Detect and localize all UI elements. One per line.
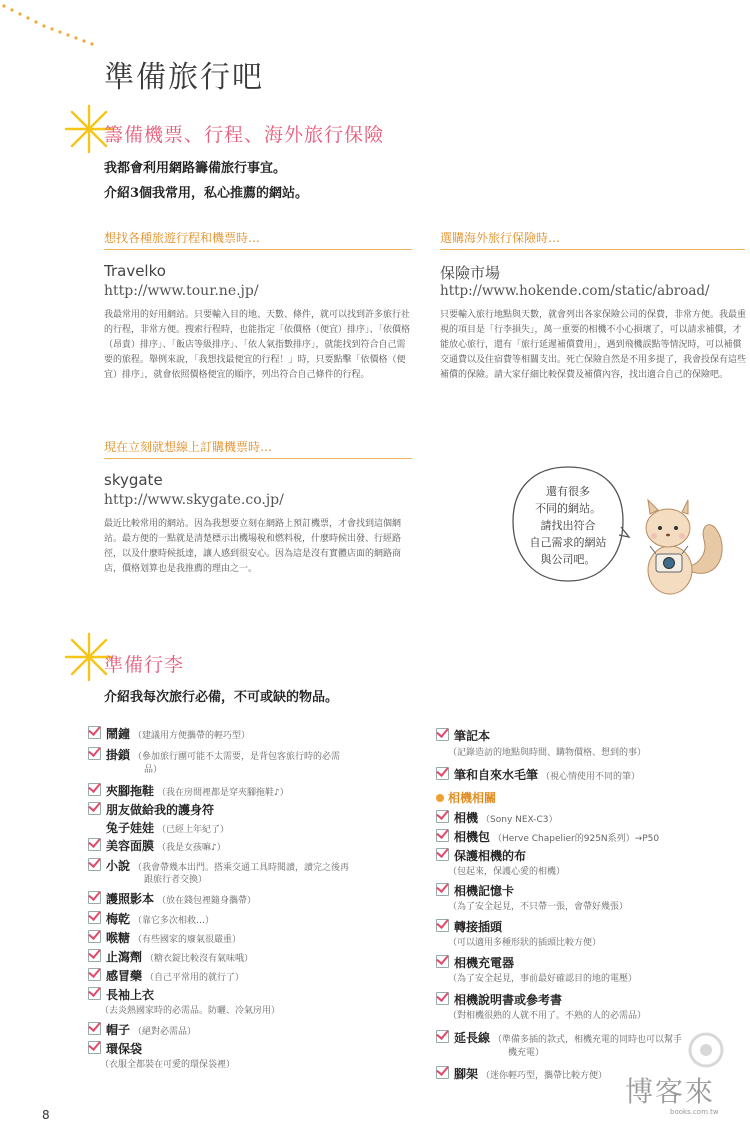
checkbox-icon xyxy=(436,883,449,896)
packing-item: 筆記本 xyxy=(436,727,493,744)
packing-item-note-cont: （為了安全起見，事前最好確認目的地的電壓） xyxy=(448,974,638,984)
site-desc-skygate: 最近比較常用的網站。因為我想要立刻在網路上預訂機票，才會找到這個網站。最方便的一點就是清楚標示出機場稅和燃料稅，什麼時候出發、行經路徑，以及什麼時候抵達，讓人感到很安心。因為這是沒有實體店面的網路商店，價格划算也是我推薦的理由之一。 xyxy=(104,519,402,574)
packing-item: 帽子 （絕對必需品） xyxy=(88,1021,196,1038)
packing-item: 小說 （我會帶幾本出門。搭乘交通工具時閱讀，讀完之後再 xyxy=(88,857,349,874)
checkbox-icon xyxy=(88,891,101,904)
packing-item-note-cont: （可以適用多種形狀的插頭比較方便） xyxy=(448,938,602,948)
bullet-dot-icon xyxy=(436,794,444,802)
packing-item-note-cont: （記錄造訪的地點與時間、購物價格、想到的事） xyxy=(448,748,647,758)
dotted-arc-decoration xyxy=(0,0,110,60)
packing-item: 相機記憶卡 xyxy=(436,882,517,899)
packing-item: 筆和自來水毛筆 （視心情使用不同的筆） xyxy=(436,766,640,783)
site-desc-travelko: 我最常用的好用網站。只要輸入目的地、天數、條件，就可以找到許多旅行社的行程，非常方便。搜索行程時，也能指定「依價格（便宜）排序」、「依價格（昂貴）排序」、「飯店等級排序」、「依人氣指數排序」，就能找到符合自己需要的旅程。舉例來說，「我想找最便宜的行程！」時，只要點擊「依價格（便宜）排序」，就會依照價格便宜的順序，列出符合自己條件的行程。 xyxy=(104,310,411,380)
site-url-skygate[interactable]: http://www.skygate.co.jp/ xyxy=(104,492,284,508)
site-heading-insurance: 選購海外旅行保險時… xyxy=(440,229,745,250)
page-title: 準備旅行吧 xyxy=(104,60,264,95)
packing-item-note-cont: （衣服全都裝在可愛的環保袋裡） xyxy=(100,1060,236,1070)
packing-item-note-cont: 機充電） xyxy=(508,1048,545,1058)
packing-lead: 介紹我每次旅行必備，不可或缺的物品。 xyxy=(104,690,339,705)
site-name-insurance: 保險市場 xyxy=(440,264,501,282)
packing-item: 鬧鐘 （建議用方便攜帶的輕巧型） xyxy=(88,725,250,742)
checkbox-icon xyxy=(88,987,101,1000)
watermark-text: 博客來 xyxy=(625,1075,716,1108)
packing-item: 相機充電器 xyxy=(436,954,517,971)
packing-item-note-cont: （去炎熱國家時的必需品。防曬、冷氣房用） xyxy=(100,1006,281,1016)
packing-item: 掛鎖 （參加旅行團可能不太需要，是背包客旅行時的必需 xyxy=(88,746,340,763)
squirrel-illustration xyxy=(630,488,730,600)
checkbox-icon xyxy=(88,747,101,760)
checkbox-icon xyxy=(88,949,101,962)
packing-item: 止瀉劑 （糖衣錠比較沒有氣味哦） xyxy=(88,948,253,965)
packing-item-note-cont: （對相機很熟的人就不用了。不熟的人的必需品） xyxy=(448,1011,647,1021)
checkbox-icon xyxy=(88,802,101,815)
packing-item: 梅乾 （靠它多次相救…） xyxy=(88,910,214,927)
packing-item: 朋友做給我的護身符 xyxy=(88,801,217,818)
packing-item: 長袖上衣 xyxy=(88,986,157,1003)
camera-section-heading: 相機相關 xyxy=(436,789,496,806)
checkbox-icon xyxy=(88,911,101,924)
site-name-travelko: Travelko xyxy=(104,262,166,280)
packing-item: 轉接插頭 xyxy=(436,918,505,935)
packing-item: 感冒藥 （自己平常用的就行了） xyxy=(88,967,244,984)
site-name-skygate: skygate xyxy=(104,471,163,489)
checkbox-icon xyxy=(436,829,449,842)
checkbox-icon xyxy=(436,1030,449,1043)
packing-item-note-cont: 品） xyxy=(144,765,163,775)
packing-item: 夾腳拖鞋 （我在房間裡都是穿夾腳拖鞋♪） xyxy=(88,782,289,799)
speech-bubble-text: 還有很多 不同的網站。 請找出符合 自己需求的網站 與公司吧。 xyxy=(529,485,607,566)
checkbox-icon xyxy=(436,1066,449,1079)
section-lead-line-1: 我都會利用網路籌備旅行事宜。 xyxy=(104,161,287,176)
packing-item-note-cont: （包起來，保護心愛的相機） xyxy=(448,867,566,877)
watermark-url: books.com.tw xyxy=(670,1108,719,1116)
site-heading-skygate: 現在立刻就想線上訂購機票時… xyxy=(104,438,412,459)
packing-item: 相機包 （Herve Chapelier的925N系列）→P50 xyxy=(436,828,659,845)
packing-item: 保護相機的布 xyxy=(436,847,529,864)
checkbox-icon xyxy=(436,728,449,741)
site-desc-insurance: 只要輸入旅行地點與天數，就會列出各家保險公司的保費，非常方便。我最重視的項目是「行李損失」，萬一重要的相機不小心損壞了，可以請求補償，才能放心旅行，還有「旅行延遲補償費用」，遇到飛機誤點等情況時，可以補償交通費以及住宿費等相關支出。死亡保險自然是不用多提了，我會投保有這些補償的保險。請大家仔細比較保費及補償內容，找出適合自己的保險吧。 xyxy=(440,310,747,380)
checkbox-icon xyxy=(436,955,449,968)
packing-item: 美容面膜 （我是女孩嘛♪） xyxy=(88,837,226,854)
checkbox-icon xyxy=(436,848,449,861)
packing-item: 相機說明書或參考書 xyxy=(436,991,565,1008)
page-number: 8 xyxy=(42,1108,50,1122)
checkbox-icon xyxy=(88,783,101,796)
packing-item: 延長線 （準備多插的款式，相機充電的同時也可以幫手 xyxy=(436,1029,682,1046)
checkbox-icon xyxy=(88,1041,101,1054)
packing-item: 腳架 （迷你輕巧型，攜帶比較方便） xyxy=(436,1065,607,1082)
checkbox-icon xyxy=(436,919,449,932)
checkbox-icon xyxy=(88,930,101,943)
checkbox-icon xyxy=(88,838,101,851)
packing-item-note-cont: 跟旅行者交換） xyxy=(144,875,208,885)
section-lead-line-2: 介紹3個我常用，私心推薦的網站。 xyxy=(104,186,309,201)
site-url-travelko[interactable]: http://www.tour.ne.jp/ xyxy=(104,283,259,299)
packing-item-note-cont: （為了安全起見，不只帶一張，會帶好幾張） xyxy=(448,902,629,912)
packing-item: 相機 （Sony NEX-C3） xyxy=(436,809,558,826)
section-title-packing: 準備行李 xyxy=(104,654,185,676)
checkbox-icon xyxy=(88,968,101,981)
site-url-insurance[interactable]: http://www.hokende.com/static/abroad/ xyxy=(440,283,710,299)
checkbox-icon xyxy=(436,810,449,823)
packing-item: 護照影本 （放在錢包裡隨身攜帶） xyxy=(88,890,256,907)
checkbox-icon xyxy=(88,726,101,739)
checkbox-icon xyxy=(436,767,449,780)
packing-item: 環保袋 xyxy=(88,1040,145,1057)
checkbox-icon xyxy=(436,992,449,1005)
section-title-booking: 籌備機票、行程、海外旅行保險 xyxy=(104,124,385,146)
site-heading-travelko: 想找各種旅遊行程和機票時… xyxy=(104,229,412,250)
packing-item: 兔子娃娃 （已經上年紀了） xyxy=(106,821,230,835)
packing-item: 喉糖 （有些國家的廢氣很嚴重） xyxy=(88,929,241,946)
checkbox-icon xyxy=(88,1022,101,1035)
checkbox-icon xyxy=(88,858,101,871)
